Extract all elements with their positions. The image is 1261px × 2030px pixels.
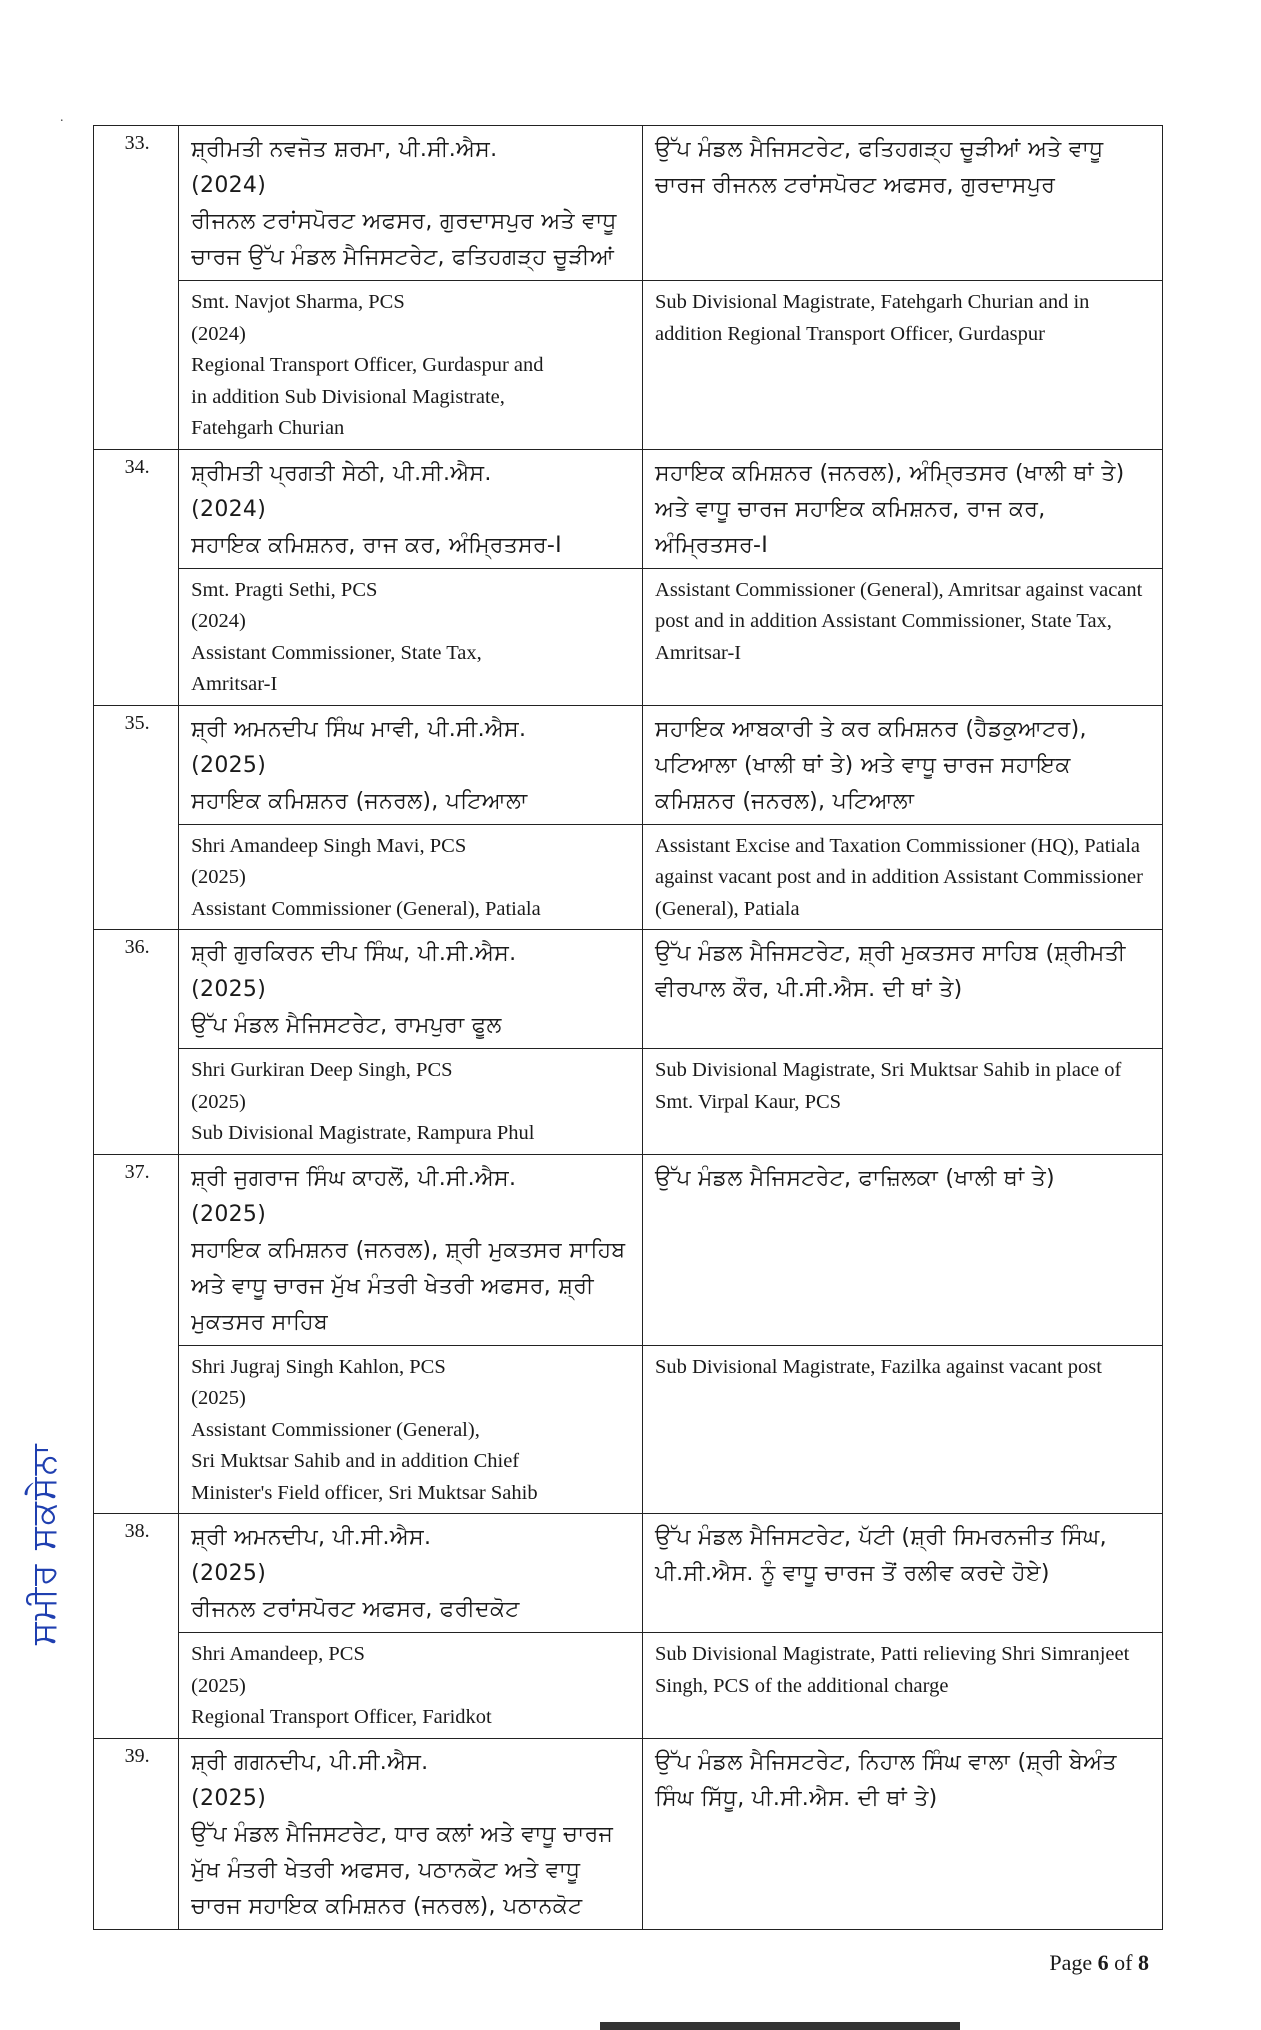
text-line: ਸ਼੍ਰੀ ਜੁਗਰਾਜ ਸਿੰਘ ਕਾਹਲੋਂ, ਪੀ.ਸੀ.ਐਸ.: [191, 1165, 517, 1191]
new-posting-pa: ਸਹਾਇਕ ਆਬਕਾਰੀ ਤੇ ਕਰ ਕਮਿਸ਼ਨਰ (ਹੈਡਕੁਆਟਰ), ਪਟਿਆਲਾ (ਖਾਲੀ ਥਾਂ ਤੇ) ਅਤੇ ਵਾਧੂ ਚਾਰਜ ਸਹਾਇਕ ਕਮਿਸ਼ਨਰ (ਜਨਰਲ), ਪਟਿਆਲਾ: [643, 705, 1163, 824]
text-line: (2025): [191, 1201, 267, 1227]
new-posting-en: Assistant Excise and Taxation Commissioner (HQ), Patiala against vacant post and in addition Assistant Commissioner (General), Patiala: [643, 824, 1163, 930]
officer-current-posting-pa: [179, 126, 643, 281]
text-line: Smt. Navjot Sharma, PCS: [191, 291, 405, 313]
text-line: (2025): [191, 1561, 267, 1586]
corner-mark: .: [60, 110, 64, 125]
text-line: ਮੁੱਖ ਮੰਤਰੀ ਖੇਤਰੀ ਅਫਸਰ, ਪਠਾਨਕੋਟ ਅਤੇ ਵਾਧੂ: [191, 1857, 581, 1883]
text-line: (2024): [191, 322, 246, 345]
text-line: Amritsar-I: [191, 673, 278, 695]
text-line: ਚਾਰਜ ਸਹਾਇਕ ਕਮਿਸ਼ਨਰ (ਜਨਰਲ), ਪਠਾਨਕੋਟ: [191, 1893, 583, 1919]
page-label: Page: [1049, 1950, 1093, 1975]
new-posting-pa: ਉੱਪ ਮੰਡਲ ਮੈਜਿਸਟਰੇਟ, ਨਿਹਾਲ ਸਿੰਘ ਵਾਲਾ (ਸ਼੍ਰੀ ਬੇਅੰਤ ਸਿੰਘ ਸਿੱਧੂ, ਪੀ.ਸੀ.ਐਸ. ਦੀ ਥਾਂ ਤੇ): [643, 1738, 1163, 1929]
table-row-punjabi: [94, 1738, 1163, 1929]
serial-number: 33.: [94, 126, 179, 450]
text-line: Shri Jugraj Singh Kahlon, PCS: [191, 1355, 446, 1378]
officer-current-posting-en: [179, 568, 643, 705]
table-row-english: [94, 568, 1163, 705]
table-row-punjabi: [94, 126, 1163, 281]
table-row-punjabi: [94, 449, 1163, 568]
officer-current-posting-pa: [179, 1514, 643, 1633]
page-total: 8: [1138, 1950, 1149, 1975]
text-line: ਸ਼੍ਰੀਮਤੀ ਪ੍ਰਗਤੀ ਸੇਠੀ, ਪੀ.ਸੀ.ਐਸ.: [191, 460, 492, 486]
serial-number: 37.: [94, 1154, 179, 1514]
new-posting-en: Assistant Commissioner (General), Amritsar against vacant post and in addition Assistant Commissioner, State Tax, Amritsar-I: [643, 568, 1163, 705]
text-line: ਸ਼੍ਰੀ ਗੁਰਕਿਰਨ ਦੀਪ ਸਿੰਘ, ਪੀ.ਸੀ.ਐਸ.: [191, 941, 517, 966]
page-footer: [1049, 1950, 1149, 1976]
text-line: ਸਹਾਇਕ ਕਮਿਸ਼ਨਰ, ਰਾਜ ਕਰ, ਅੰਮ੍ਰਿਤਸਰ-I: [191, 532, 562, 558]
officer-current-posting-pa: [179, 449, 643, 568]
text-line: ਚਾਰਜ ਉੱਪ ਮੰਡਲ ਮੈਜਿਸਟਰੇਟ, ਫਤਿਹਗੜ੍ਹ ਚੂੜੀਆਂ: [191, 245, 615, 270]
text-line: Sri Muktsar Sahib and in addition Chief: [191, 1450, 520, 1472]
text-line: Sub Divisional Magistrate, Rampura Phul: [191, 1122, 535, 1144]
text-line: (2025): [191, 752, 267, 778]
new-posting-en: Sub Divisional Magistrate, Patti relieving Shri Simranjeet Singh, PCS of the additional charge: [643, 1633, 1163, 1739]
officer-current-posting-pa: [179, 1738, 643, 1929]
text-line: Shri Amandeep Singh Mavi, PCS: [191, 834, 467, 857]
officer-current-posting-pa: [179, 930, 643, 1049]
text-line: (2025): [191, 1090, 246, 1113]
officer-current-posting-en: [179, 1345, 643, 1514]
text-line: Assistant Commissioner, State Tax,: [191, 641, 482, 664]
text-line: Assistant Commissioner (General),: [191, 1418, 480, 1441]
new-posting-pa: ਉੱਪ ਮੰਡਲ ਮੈਜਿਸਟਰੇਟ, ਪੱਟੀ (ਸ਼੍ਰੀ ਸਿਮਰਨਜੀਤ ਸਿੰਘ, ਪੀ.ਸੀ.ਐਸ. ਨੂੰ ਵਾਧੂ ਚਾਰਜ ਤੋਂ ਰਲੀਵ ਕਰਦੇ ਹੋਏ): [643, 1514, 1163, 1633]
table-row-english: [94, 1633, 1163, 1739]
text-line: ਸ਼੍ਰੀ ਅਮਨਦੀਪ, ਪੀ.ਸੀ.ਐਸ.: [191, 1525, 432, 1550]
text-line: (2025): [191, 866, 246, 888]
serial-number: 36.: [94, 930, 179, 1155]
officer-current-posting-en: [179, 1049, 643, 1155]
text-line: ਸ਼੍ਰੀ ਗਗਨਦੀਪ, ਪੀ.ਸੀ.ਐਸ.: [191, 1749, 429, 1775]
text-line: (2025): [191, 1785, 267, 1811]
officer-current-posting-en: [179, 1633, 643, 1739]
table-row-punjabi: [94, 705, 1163, 824]
page-of-label: of: [1114, 1950, 1133, 1975]
text-line: ਅਤੇ ਵਾਧੂ ਚਾਰਜ ਮੁੱਖ ਮੰਤਰੀ ਖੇਤਰੀ ਅਫਸਰ, ਸ਼੍ਰੀ: [191, 1273, 594, 1299]
text-line: ਸ਼੍ਰੀ ਅਮਨਦੀਪ ਸਿੰਘ ਮਾਵੀ, ਪੀ.ਸੀ.ਐਸ.: [191, 716, 527, 742]
text-line: ਰੀਜਨਲ ਟਰਾਂਸਪੋਰਟ ਅਫਸਰ, ਗੁਰਦਾਸਪੁਰ ਅਤੇ ਵਾਧੂ: [191, 209, 617, 234]
text-line: (2024): [191, 173, 267, 198]
officer-current-posting-pa: [179, 1154, 643, 1345]
new-posting-pa: ਉੱਪ ਮੰਡਲ ਮੈਜਿਸਟਰੇਟ, ਸ਼੍ਰੀ ਮੁਕਤਸਰ ਸਾਹਿਬ (ਸ਼੍ਰੀਮਤੀ ਵੀਰਪਾਲ ਕੌਰ, ਪੀ.ਸੀ.ਐਸ. ਦੀ ਥਾਂ ਤੇ): [643, 930, 1163, 1049]
table-row-english: [94, 1345, 1163, 1514]
text-line: Smt. Pragti Sethi, PCS: [191, 578, 378, 601]
handwritten-signature: ਸਮੀਰ ਸਕਸੇਨਾ: [24, 1442, 64, 1645]
table-row-punjabi: [94, 930, 1163, 1049]
table-row-english: [94, 824, 1163, 930]
text-line: (2024): [191, 496, 267, 522]
page-current: 6: [1097, 1950, 1109, 1975]
text-line: Regional Transport Officer, Faridkot: [191, 1706, 492, 1728]
serial-number: 39.: [94, 1738, 179, 1929]
text-line: Assistant Commissioner (General), Patiala: [191, 897, 541, 920]
table-body: [94, 126, 1163, 1930]
table-row-punjabi: [94, 1514, 1163, 1633]
new-posting-en: Sub Divisional Magistrate, Fazilka against vacant post: [643, 1345, 1163, 1514]
text-line: (2025): [191, 1387, 246, 1409]
serial-number: 35.: [94, 705, 179, 930]
text-line: ਰੀਜਨਲ ਟਰਾਂਸਪੋਰਟ ਅਫਸਰ, ਫਰੀਦਕੋਟ: [191, 1597, 520, 1622]
text-line: ਉੱਪ ਮੰਡਲ ਮੈਜਿਸਟਰੇਟ, ਧਾਰ ਕਲਾਂ ਅਤੇ ਵਾਧੂ ਚਾਰਜ: [191, 1821, 614, 1847]
text-line: Shri Gurkiran Deep Singh, PCS: [191, 1059, 453, 1081]
text-line: Fatehgarh Churian: [191, 417, 345, 439]
text-line: Shri Amandeep, PCS: [191, 1643, 365, 1665]
text-line: ਉੱਪ ਮੰਡਲ ਮੈਜਿਸਟਰੇਟ, ਰਾਮਪੁਰਾ ਫੂਲ: [191, 1013, 502, 1038]
text-line: (2025): [191, 977, 267, 1002]
new-posting-pa: ਉੱਪ ਮੰਡਲ ਮੈਜਿਸਟਰੇਟ, ਫਤਿਹਗੜ੍ਹ ਚੂੜੀਆਂ ਅਤੇ ਵਾਧੂ ਚਾਰਜ ਰੀਜਨਲ ਟਰਾਂਸਪੋਰਟ ਅਫਸਰ, ਗੁਰਦਾਸਪੁਰ: [643, 126, 1163, 281]
serial-number: 38.: [94, 1514, 179, 1739]
new-posting-pa: ਸਹਾਇਕ ਕਮਿਸ਼ਨਰ (ਜਨਰਲ), ਅੰਮ੍ਰਿਤਸਰ (ਖਾਲੀ ਥਾਂ ਤੇ) ਅਤੇ ਵਾਧੂ ਚਾਰਜ ਸਹਾਇਕ ਕਮਿਸ਼ਨਰ, ਰਾਜ ਕਰ, ਅੰਮ੍ਰਿਤਸਰ-I: [643, 449, 1163, 568]
text-line: (2025): [191, 1674, 246, 1697]
officer-current-posting-en: [179, 824, 643, 930]
text-line: ਸਹਾਇਕ ਕਮਿਸ਼ਨਰ (ਜਨਰਲ), ਪਟਿਆਲਾ: [191, 788, 528, 814]
text-line: Minister's Field officer, Sri Muktsar Sahib: [191, 1481, 538, 1504]
officer-current-posting-en: [179, 281, 643, 450]
text-line: ਸ਼੍ਰੀਮਤੀ ਨਵਜੋਤ ਸ਼ਰਮਾ, ਪੀ.ਸੀ.ਐਸ.: [191, 137, 498, 162]
text-line: ਸਹਾਇਕ ਕਮਿਸ਼ਨਰ (ਜਨਰਲ), ਸ਼੍ਰੀ ਮੁਕਤਸਰ ਸਾਹਿਬ: [191, 1237, 626, 1263]
text-line: in addition Sub Divisional Magistrate,: [191, 385, 505, 408]
table-row-english: [94, 281, 1163, 450]
table-row-english: [94, 1049, 1163, 1155]
officer-current-posting-pa: [179, 705, 643, 824]
serial-number: 34.: [94, 449, 179, 705]
text-line: (2024): [191, 610, 246, 632]
scan-edge-mark: [600, 2022, 960, 2030]
table-row-punjabi: [94, 1154, 1163, 1345]
text-line: Regional Transport Officer, Gurdaspur and: [191, 354, 544, 376]
transfer-orders-table: [93, 125, 1163, 1930]
new-posting-pa: ਉੱਪ ਮੰਡਲ ਮੈਜਿਸਟਰੇਟ, ਫਾਜ਼ਿਲਕਾ (ਖਾਲੀ ਥਾਂ ਤੇ): [643, 1154, 1163, 1345]
new-posting-en: Sub Divisional Magistrate, Sri Muktsar Sahib in place of Smt. Virpal Kaur, PCS: [643, 1049, 1163, 1155]
new-posting-en: Sub Divisional Magistrate, Fatehgarh Churian and in addition Regional Transport Officer, Gurdaspur: [643, 281, 1163, 450]
text-line: ਮੁਕਤਸਰ ਸਾਹਿਬ: [191, 1309, 328, 1335]
